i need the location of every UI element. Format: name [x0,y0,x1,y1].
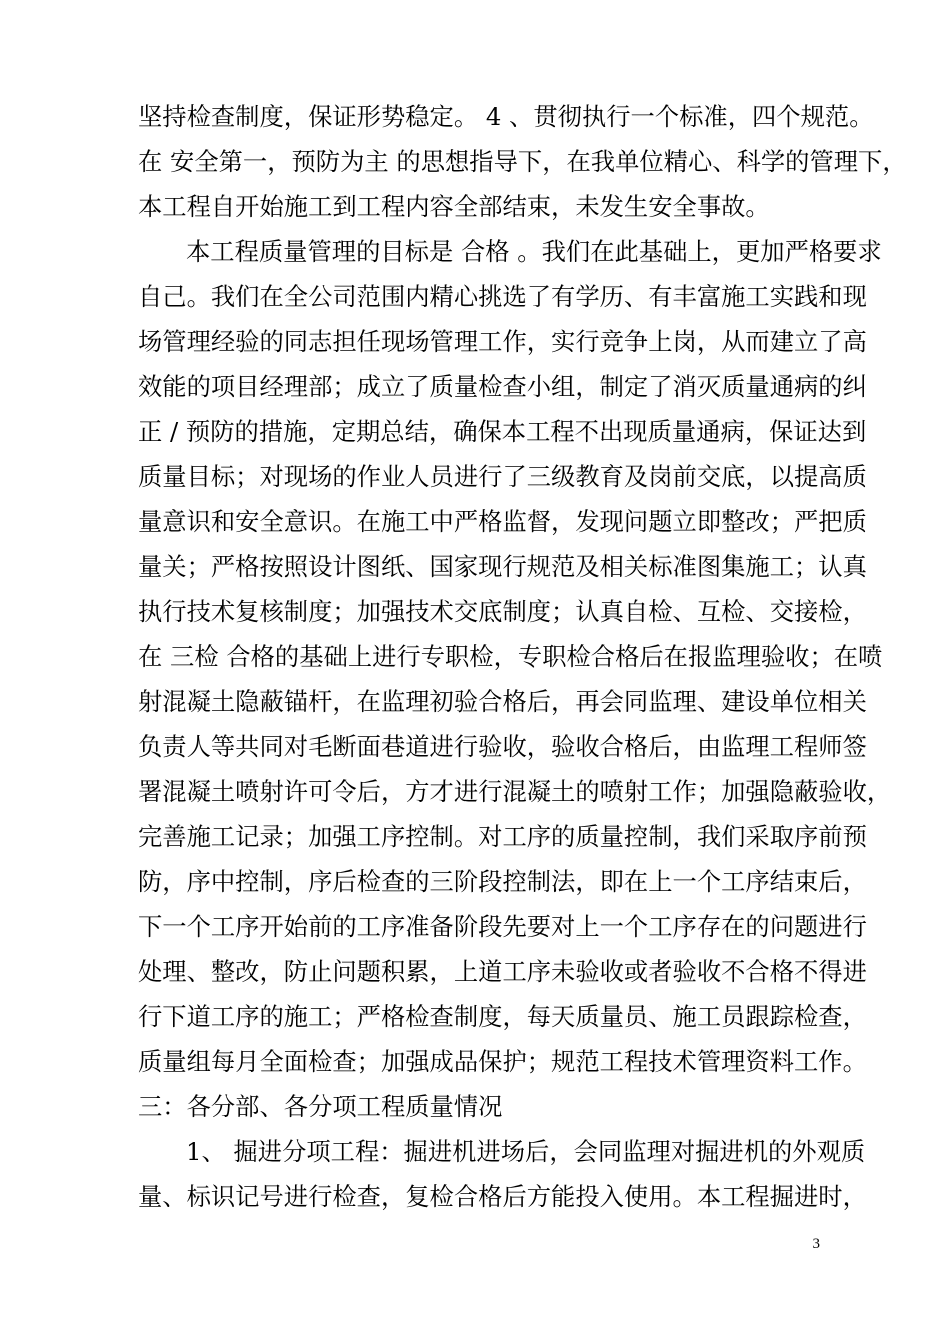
body-text-line: 本工程自开始施工到工程内容全部结束，未发生安全事故。 [138,192,770,221]
body-text-line: 完善施工记录；加强工序控制。对工序的质量控制，我们采取序前预 [138,822,867,851]
body-text-line: 处理、整改，防止问题积累，上道工序未验收或者验收不合格不得进 [138,957,867,986]
body-text-line: 防，序中控制，序后检查的三阶段控制法，即在上一个工序结束后， [138,867,867,896]
body-text-line: 坚持检查制度，保证形势稳定。 4 、贯彻执行一个标准，四个规范。 [138,102,874,131]
body-text-line: 量关；严格按照设计图纸、国家现行规范及相关标准图集施工；认真 [138,552,867,581]
body-text-line: 质量目标；对现场的作业人员进行了三级教育及岗前交底，以提高质 [138,462,867,491]
body-text-line: 质量组每月全面检查；加强成品保护；规范工程技术管理资料工作。 [138,1047,867,1076]
body-text-line: 行下道工序的施工；严格检查制度，每天质量员、施工员跟踪检查， [138,1002,867,1031]
page-number: 3 [812,1236,820,1252]
body-text-line: 下一个工序开始前的工序准备阶段先要对上一个工序存在的问题进行 [138,912,867,941]
body-text-line: 在 三检 合格的基础上进行专职检，专职检合格后在报监理验收；在喷 [138,642,883,671]
body-text-line: 负责人等共同对毛断面巷道进行验收，验收合格后，由监理工程师签 [138,732,867,761]
body-text-line: 在 安全第一，预防为主 的思想指导下，在我单位精心、科学的管理下， [138,147,907,176]
paragraph-first-line: 本工程质量管理的目标是 合格 。我们在此基础上，更加严格要求 [186,237,882,266]
body-text-line: 量意识和安全意识。在施工中严格监督，发现问题立即整改；严把质 [138,507,867,536]
section-heading: 三：各分部、各分项工程质量情况 [138,1092,503,1121]
paragraph-first-line: 1、 掘进分项工程：掘进机进场后，会同监理对掘进机的外观质 [186,1137,866,1166]
body-text-line: 自己。我们在全公司范围内精心挑选了有学历、有丰富施工实践和现 [138,282,867,311]
body-text-line: 场管理经验的同志担任现场管理工作，实行竞争上岗，从而建立了高 [138,327,867,356]
body-text-line: 执行技术复核制度；加强技术交底制度；认真自检、互检、交接检， [138,597,867,626]
body-text-line: 量、标识记号进行检查，复检合格后方能投入使用。本工程掘进时， [138,1182,867,1211]
body-text-line: 效能的项目经理部；成立了质量检查小组，制定了消灭质量通病的纠 [138,372,867,401]
body-text-line: 射混凝土隐蔽锚杆，在监理初验合格后，再会同监理、建设单位相关 [138,687,867,716]
body-text-line: 署混凝土喷射许可令后，方才进行混凝土的喷射工作；加强隐蔽验收， [138,777,892,806]
body-text-line: 正 / 预防的措施，定期总结，确保本工程不出现质量通病，保证达到 [138,417,867,446]
